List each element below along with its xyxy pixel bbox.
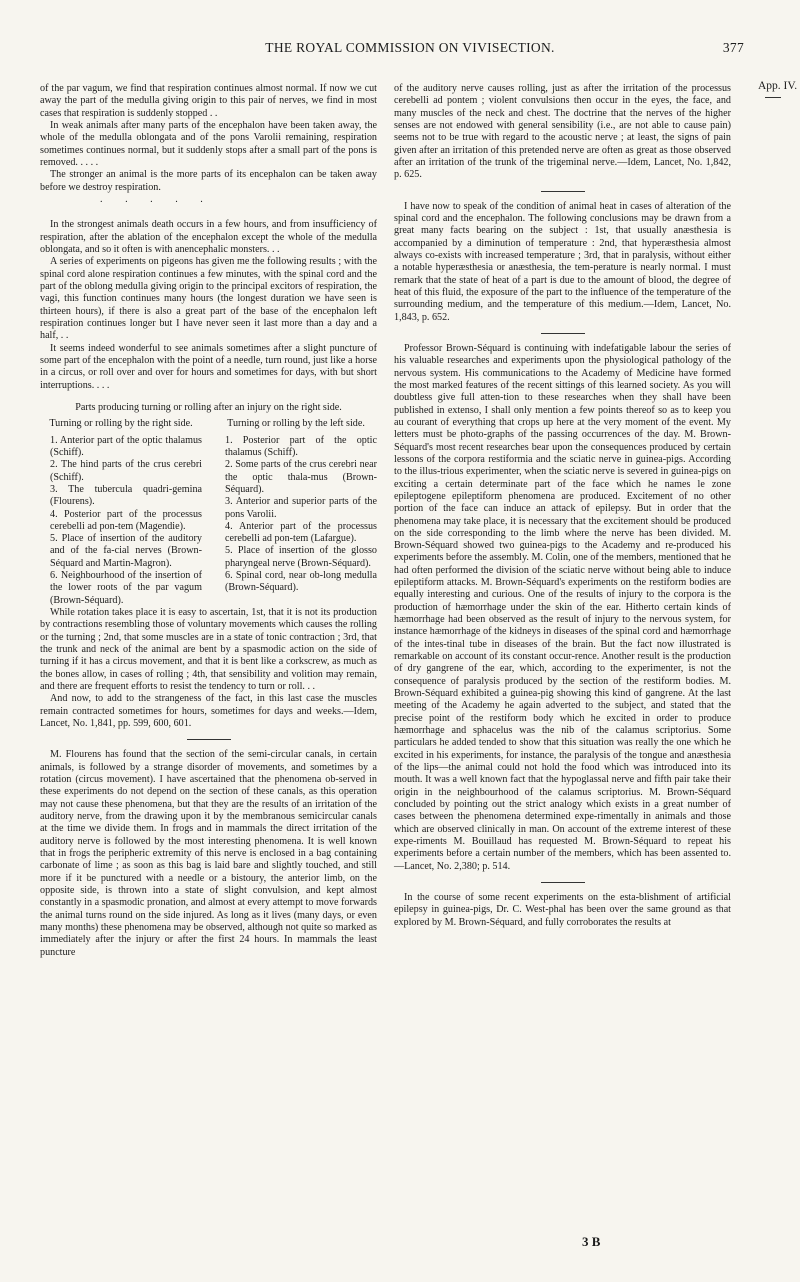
paragraph: I have now to speak of the condition of animal heat in cases of alteration of the spinal cord and the encephalon. The following conclusions may be drawn from a great many facts bearing on the subject : 1st, that usually anæsthesia is accompanied by a diminution of temperature : 2nd, that hyperæsthesia almost always co-exists with increased temperature ; 3rd, that in paralysis, without either a notable hyperæsthesia or anæsthesia, the tem-perature is nearly normal. I must remark that the state of heat of a part is due to the amount of blood, the degree of heat of this fluid, the exposure of the part to the influence of the temperature of the surrounding medium, and the temperature of this medium.—Idem, Lancet, No. 1,843, p. 652.: [394, 200, 731, 323]
paragraph: While rotation takes place it is easy to ascertain, 1st, that it is not its production by contractions resembling those of voluntary movements which causes the rolling or the turning ; 2nd, that some muscles are in a state of tonic contraction ; 3rd, that the trunk and neck of the animal are bent by a spasmodic action on the side of turning if it has a circus movement, and that it is bent like a corkscrew, as much as the bones allow, in cases of rolling ; 4th, that sensibility and volition may remain, and there are frequent efforts to resist the tendency to turn or roll. . .: [40, 607, 377, 693]
paragraph: of the par vagum, we find that respiration continues almost normal. If now we cut away the part of the medulla giving origin to this pair of nerves, we find in most cases that respiration is suddenly stopped . .: [40, 83, 377, 119]
paragraph: The stronger an animal is the more parts of its encephalon can be taken away before we destroy respiration.: [40, 169, 377, 193]
section-divider: [541, 333, 585, 334]
left-side-list: [215, 418, 377, 607]
list-item: 2. The hind parts of the crus cerebri (Schiff).: [50, 459, 202, 483]
right-column: [394, 83, 731, 929]
section-divider: [541, 191, 585, 192]
margin-rule: [765, 97, 781, 98]
list-item: 5. Place of insertion of the auditory and of the fa-cial nerves (Brown-Séquard and Martin-Magron).: [50, 533, 202, 569]
list-item: 3. Anterior and superior parts of the pons Varolii.: [225, 496, 377, 520]
paragraph: It seems indeed wonderful to see animals sometimes after a slight puncture of some part of the encephalon with the point of a needle, turn round, just like a horse in a circus, or roll over and over for hours and sometimes for days, with but short interruptions. . . .: [40, 342, 377, 391]
page-title: THE ROYAL COMMISSION ON VIVISECTION.: [265, 40, 555, 55]
section-divider: [541, 882, 585, 883]
right-side-list: [40, 418, 202, 607]
paragraph: In the course of some recent experiments on the esta-blishment of artificial epilepsy in guinea-pigs, Dr. C. West-phal has been over the same ground as that explored by M. Brown-Séquard, and fully corroborates the results at: [394, 892, 731, 928]
running-header: [60, 40, 760, 60]
list-heading: Turning or rolling by the right side.: [49, 418, 193, 430]
paragraph: M. Flourens has found that the section of the semi-circular canals, in certain animals, is followed by a strange disorder of movements, and sometimes by a rotation (circus movement). I have ascertained that the phenomena ob-served in these experiments do not depend on the section of these canals, as this operation may not cause these phenomena, but that they are the results of an irritation of the auditory nerve, from the drawing upon it by the membranous semicircular canals at the time we divide them. In frogs and in mammals the direct irritation of the auditory nerve is followed by the most interesting phenomena. It is well known that in frogs the peripheric extremity of this nerve is enclosed in a bag containing carbonate of lime ; as soon as this bag is laid bare and slightly touched, and still more if it be punctured with a needle or a bistoury, the anterior limb, on the opposite side, is thrown into a state of slight convulsion, and kept almost constantly in a spasmodic pronation, and almost at every attempt to move forwards the animal turns round on the side injured. As long as it lives (many days, or even many months) these phenomena may be observed, although not quite so marked as immediately after the injury or after the first 24 hours. In mammals the least puncture: [40, 749, 377, 958]
left-column: [40, 83, 377, 959]
appendix-margin-label: App. IV.: [758, 80, 798, 92]
list-item: 2. Some parts of the crus cerebri near the optic thala-mus (Brown-Séquard).: [225, 459, 377, 495]
parts-table: [40, 418, 377, 607]
signature-mark: 3 B: [582, 1234, 601, 1249]
list-item: 4. Anterior part of the processus cerebelli ad pon-tem (Lafargue).: [225, 520, 377, 545]
paragraph: And now, to add to the strangeness of the fact, in this last case the muscles remain contracted sometimes for hours, sometimes for days and weeks.—Idem, Lancet, No. 1,841, pp. 599, 600, 601.: [40, 693, 377, 730]
list-item: 1. Posterior part of the optic thalamus (Schiff).: [225, 434, 377, 458]
section-divider: [187, 739, 231, 740]
page-number: 377: [722, 40, 744, 55]
paragraph: In weak animals after many parts of the encephalon have been taken away, the whole of the medulla oblongata and of the pons Varolii remaining, respiration sometimes continues normal, but it suddenly stops after a small part of the pons is removed. . . . .: [40, 119, 377, 168]
list-item: 1. Anterior part of the optic thalamus (Schiff).: [50, 434, 202, 458]
ellipsis-line: . . . . .: [100, 193, 213, 205]
paragraph: Professor Brown-Séquard is continuing with indefatigable labour the series of his valuable researches and experiments upon the physiological pathology of the nervous system. His communications to the Academy of Medicine have formed the most marked features of the recent sittings of this learned society. As you will doubtless give full atten-tion to these researches when they shall have been published in extenso, I shall only mention a few points thereof so as to keep you au courant of everything that crops up here at the very moment of the event. My letters must be photo-graphs of the passing occurrences of the day. M. Brown-Séquard's most recent researches bear upon the consequences produced by certain lessons of the corpora restiformia and the sciatic nerve in guinea-pigs. According to the illus-trious experimenter, when the sciatic nerve is severed in guinea-pigs on exciting a certain determinate part of the face which he names le zone epileptogene epileptiform phenomena are produced. Excitement of no other portion of the face can induce an attack of epilepsy. But in order that the phenomena may take place, it is necessary that the excitement should be produced on the side corresponding to the limb where the nerve has been divided. M. Brown-Séquard showed two guinea-pigs to the Academy and re-produced his experiments before the assembly. M. Colin, one of the members, mentioned that he had often performed the division of the sciatic nerve without being able to induce epileptiform attacks. M. Brown-Séquard's experiments on the restiform bodies are equally interesting and curious. One of the results of injury to the corpora is the production of hæmorrhage under the skin of the ear. Hitherto certain kinds of hæmorrhage had been observed as the result of injury to the nervous system, for instance hæmorrhage of the kidneys in diseases of the spinal cord and hæmorrhage of the intes-tinal tube in diseases of the brain. But the fact now illustrated is remarkable on account of its constant occur-rence. Another result is the production of dry gangrene of the ear, which, according to the experimenter, is not the consequence of paralysis produced by the section of the restiform bodies. M. Brown-Séquard exhibited a guinea-pig showing this kind of gangrene. At the last meeting of the Academy he again adverted to the subject, and stated that the precise point of the restiform body which he excited in order to produce hæmorrhage and sphacelus was the nib of the calamus scriptorius. Some particulars he added tended to show that this situation was really the one which he excited in his experiments, for instance, the paralysis of the tongue and anæsthesia of the lips—the animal could not hold the food which was introduced into its mouth. It was a well known fact that the hypoglassal nerve and fifth pair take their origin in the neighbourhood of the calamus scriptorius. M. Brown-Séquard concluded by pointing out the strict analogy which exists in a great number of cases between the phenomena determined expe-rimentally in animals and those which are observed clinically in man. On account of the extreme interest of these expe-riments M. Bouillaud has requested M. Brown-Séquard to repeat his experiments before a certain number of the members, which has been assented to.—Lancet, No. 2,380; p. 514.: [394, 342, 731, 872]
list-item: 4. Posterior part of the processus cerebelli ad pon-tem (Magendie).: [50, 508, 202, 532]
paragraph: A series of experiments on pigeons has given me the following results ; with the spinal cord alone respiration continues a few minutes, with the spinal cord and the part of the oblong medulla giving origin to the principal excitors of respiration, the vagi, this function continues many hours (the longest duration we have seen is thirteen hours), if there is also a great part of the base of the encephalon left respiration continues longer but I have never seen it last more than a day and a half, . .: [40, 256, 377, 342]
list-item: 3. The tubercula quadri-gemina (Flourens).: [50, 483, 202, 508]
list-item: 5. Place of insertion of the glosso pharyngeal nerve (Brown-Séquard).: [225, 545, 377, 569]
list-item: 6. Neighbourhood of the insertion of the lower roots of the par vagum (Brown-Séquard).: [50, 570, 202, 606]
list-heading: Turning or rolling by the left side.: [227, 418, 365, 430]
parts-heading: Parts producing turning or rolling after an injury on the right side.: [75, 401, 342, 413]
paragraph: In the strongest animals death occurs in a few hours, and from insufficiency of respiration, after the ablation of the encephalon except the whole of the medulla oblongata, and so it often is with anencephalic monsters. . .: [40, 219, 377, 255]
paragraph: of the auditory nerve causes rolling, just as after the irritation of the processus cerebelli ad pontem ; violent convulsions then occur in the eyes, the face, and many muscles of the neck and chest. The doctrine that the nerves of the higher senses are not endowed with general sensibility (i.e., are not able to cause pain) seems not to be true with regard to the acoustic nerve ; at least, the signs of pain given after an irritation of this pretended nerve are often as great as those observed after an irritation of the trunk of the trigeminal nerve.—Idem, Lancet, No. 1,842, p. 625.: [394, 83, 731, 181]
list-item: 6. Spinal cord, near ob-long medulla (Brown-Séquard).: [225, 570, 377, 594]
